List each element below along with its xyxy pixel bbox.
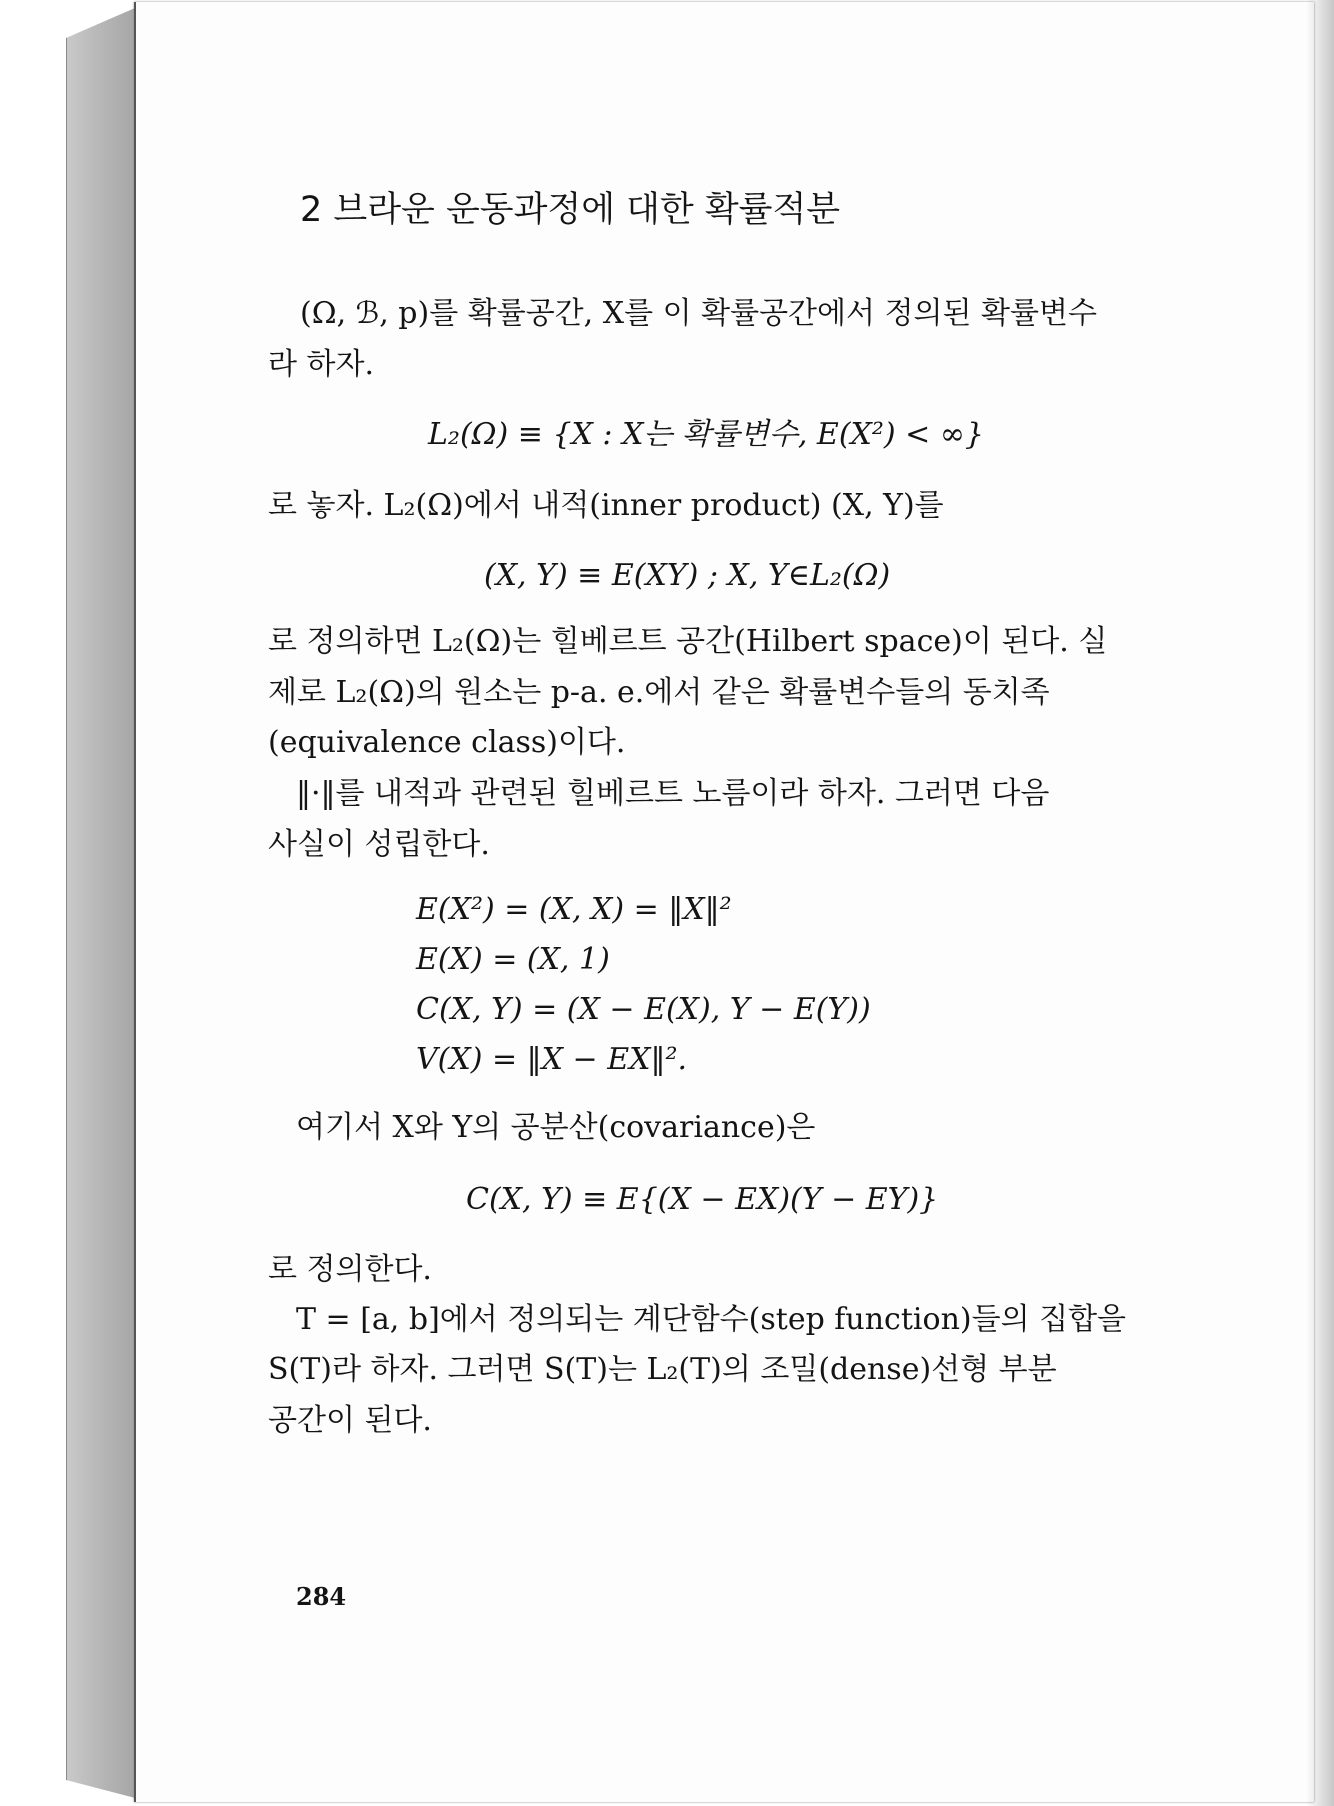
section-heading: 2 브라운 운동과정에 대한 확률적분 [300, 190, 841, 230]
equation-l2-definition: L₂(Ω) ≡ {X : X는 확률변수, E(X²) < ∞} [428, 417, 984, 452]
paragraph-line: 제로 L₂(Ω)의 원소는 p-a. e.에서 같은 확률변수들의 동치족 [268, 675, 1050, 710]
paragraph-line: (equivalence class)이다. [268, 725, 626, 760]
paragraph-line: 사실이 성립한다. [268, 827, 490, 862]
paragraph-line: S(T)라 하자. 그러면 S(T)는 L₂(T)의 조밀(dense)선형 부분 [268, 1352, 1057, 1387]
paragraph-line: 공간이 된다. [268, 1403, 432, 1438]
page-number: 284 [296, 1582, 347, 1611]
paragraph-line: 로 놓자. L₂(Ω)에서 내적(inner product) (X, Y)를 [268, 488, 944, 523]
equation-list-item: V(X) = ‖X − EX‖². [416, 1042, 688, 1077]
paragraph-line: T = [a, b]에서 정의되는 계단함수(step function)들의 집합을 [296, 1302, 1127, 1337]
paragraph-line: 여기서 X와 Y의 공분산(covariance)은 [296, 1110, 816, 1145]
equation-inner-product: (X, Y) ≡ E(XY) ; X, Y∈L₂(Ω) [484, 558, 891, 593]
paragraph-line: 라 하자. [268, 347, 375, 382]
equation-list-item: E(X²) = (X, X) = ‖X‖² [416, 892, 732, 927]
paragraph-line: 로 정의하면 L₂(Ω)는 힐베르트 공간(Hilbert space)이 된다. 실 [268, 624, 1108, 659]
paragraph-line: ‖·‖를 내적과 관련된 힐베르트 노름이라 하자. 그러면 다음 [296, 776, 1050, 811]
paragraph-line: (Ω, ℬ, p)를 확률공간, X를 이 확률공간에서 정의된 확률변수 [300, 296, 1097, 331]
equation-list-item: E(X) = (X, 1) [416, 942, 610, 977]
book-spine [66, 8, 135, 1798]
paragraph-line: 로 정의한다. [268, 1252, 432, 1287]
equation-list-item: C(X, Y) = (X − E(X), Y − E(Y)) [416, 992, 871, 1027]
page-edge-shadow [1306, 0, 1334, 1806]
equation-covariance: C(X, Y) ≡ E{(X − EX)(Y − EY)} [466, 1182, 939, 1217]
